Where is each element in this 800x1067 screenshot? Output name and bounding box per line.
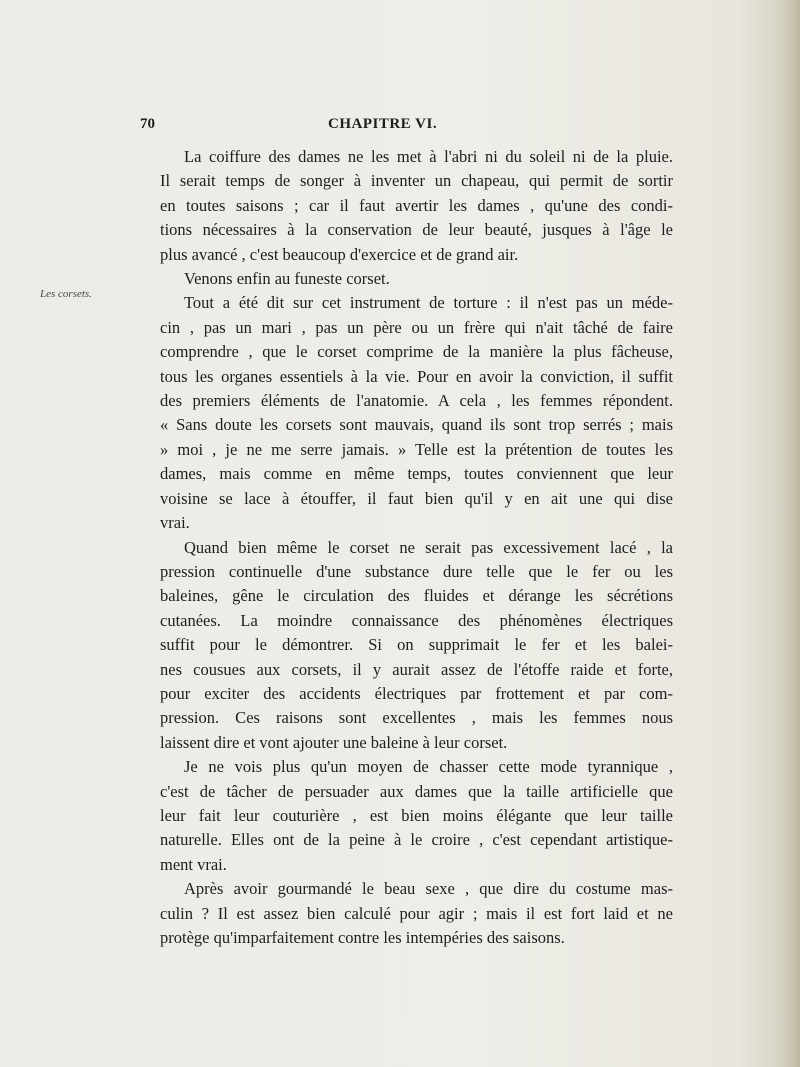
text-line: baleines, gêne le circulation des fluides et dérange les sécrétions [160, 586, 673, 606]
text-line: Je ne vois plus qu'un moyen de chasser cette mode tyrannique , [184, 757, 673, 777]
text-line: voisine se lace à étouffer, il faut bien qu'il y en ait une qui dise [160, 488, 673, 508]
text-line: pression. Ces raisons sont excellentes , mais les femmes nous [160, 708, 673, 728]
text-line: pression continuelle d'une substance dure telle que le fer ou les [160, 561, 673, 581]
page-edge-shadow [784, 0, 800, 1067]
text-line: dames, mais comme en même temps, toutes conviennent que leur [160, 464, 673, 484]
text-line: suffit pour le démontrer. Si on supprimait le fer et les balei- [160, 635, 673, 655]
text-line: tous les organes essentiels à la vie. Pour en avoir la conviction, il suffit [160, 366, 673, 386]
text-line: comprendre , que le corset comprime de la manière la plus fâcheuse, [160, 342, 673, 362]
running-header [0, 116, 800, 138]
page-number: 70 [140, 116, 155, 132]
body-text [160, 145, 673, 950]
text-line: ment vrai. [160, 854, 227, 874]
text-line: cutanées. La moindre connaissance des phénomènes électriques [160, 610, 673, 630]
text-line: Après avoir gourmandé le beau sexe , que dire du costume mas- [184, 879, 673, 899]
text-line: culin ? Il est assez bien calculé pour agir ; mais il est fort laid et ne [160, 903, 673, 923]
text-line: c'est de tâcher de persuader aux dames que la taille artificielle que [160, 781, 673, 801]
text-line: laissent dire et vont ajouter une baleine à leur corset. [160, 732, 508, 752]
margin-note: Les corsets. [40, 288, 92, 300]
text-line: vrai. [160, 513, 190, 533]
text-line: pour exciter des accidents électriques par frottement et par com- [160, 683, 673, 703]
text-line: Tout a été dit sur cet instrument de torture : il n'est pas un méde- [184, 293, 673, 313]
text-line: en toutes saisons ; car il faut avertir les dames , qu'une des condi- [160, 195, 673, 215]
text-line: Il serait temps de songer à inventer un chapeau, qui permit de sortir [160, 171, 673, 191]
text-line: plus avancé , c'est beaucoup d'exercice et de grand air. [160, 244, 519, 264]
text-line: La coiffure des dames ne les met à l'abri ni du soleil ni de la pluie. [184, 147, 673, 166]
text-line: « Sans doute les corsets sont mauvais, quand ils sont trop serrés ; mais [160, 415, 673, 435]
chapter-title: CHAPITRE VI. [328, 116, 438, 132]
text-line: Venons enfin au funeste corset. [184, 269, 390, 289]
text-line: naturelle. Elles ont de la peine à le croire , c'est cependant artistique- [160, 830, 673, 850]
text-line: cin , pas un mari , pas un père ou un frère qui n'ait tâché de faire [160, 317, 673, 337]
text-line: leur fait leur couturière , est bien moins élégante que leur taille [160, 805, 673, 825]
text-line: des premiers éléments de l'anatomie. A cela , les femmes répondent. [160, 391, 673, 411]
text-line: nes cousues aux corsets, il y aurait assez de l'étoffe raide et forte, [160, 659, 673, 679]
text-line: » moi , je ne me serre jamais. » Telle est la prétention de toutes les [160, 439, 673, 459]
text-line: Quand bien même le corset ne serait pas excessivement lacé , la [184, 537, 673, 557]
text-line: protège qu'imparfaitement contre les intempéries des saisons. [160, 928, 565, 947]
text-line: tions nécessaires à la conservation de leur beauté, jusques à l'âge le [160, 220, 673, 240]
